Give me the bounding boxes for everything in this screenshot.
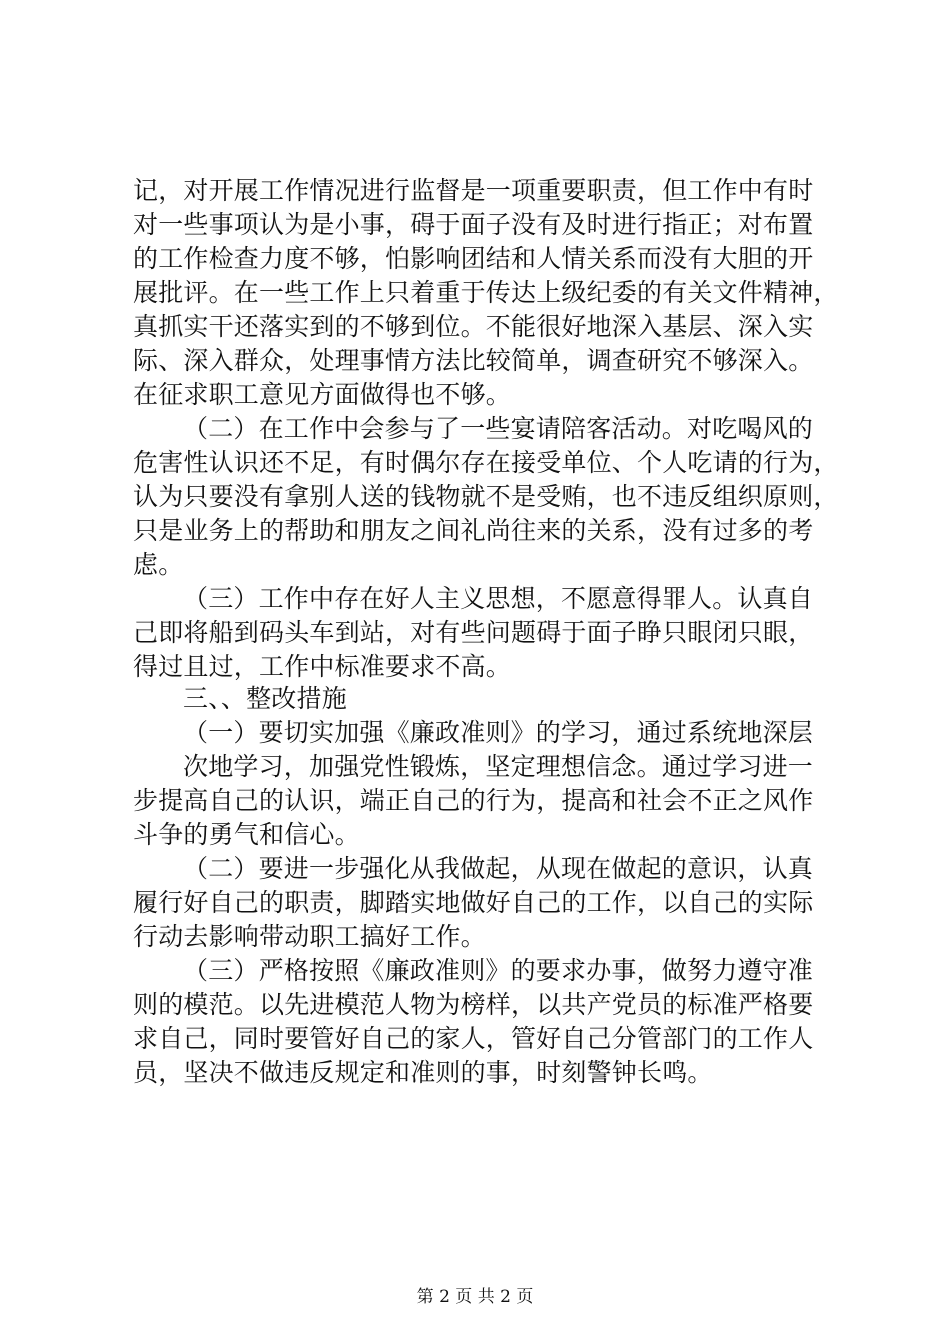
paragraph-start: （二）在工作中会参与了一些宴请陪客活动。对吃喝风的 <box>183 414 814 443</box>
text-line: 对一些事项认为是小事，碍于面子没有及时进行指正；对布置 <box>133 210 814 239</box>
text-line: 的工作检查力度不够，怕影响团结和人情关系而没有大胆的开 <box>133 244 814 273</box>
text-line: 得过且过，工作中标准要求不高。 <box>133 652 512 681</box>
text-line: 只是业务上的帮助和朋友之间礼尚往来的关系，没有过多的考 <box>133 516 814 545</box>
text-line: 员，坚决不做违反规定和准则的事，时刻警钟长鸣。 <box>133 1058 713 1087</box>
text-line: 际、深入群众，处理事情方法比较简单，调查研究不够深入。 <box>133 346 814 375</box>
text-line: 次地学习，加强党性锻炼，坚定理想信念。通过学习进一 <box>183 752 814 781</box>
text-line: 行动去影响带动职工搞好工作。 <box>133 922 486 951</box>
text-line: 记，对开展工作情况进行监督是一项重要职责，但工作中有时 <box>133 176 814 205</box>
text-line: 展批评。在一些工作上只着重于传达上级纪委的有关文件精神， <box>133 278 839 307</box>
text-line: 危害性认识还不足，有时偶尔存在接受单位、个人吃请的行为， <box>133 448 839 477</box>
text-line: 斗争的勇气和信心。 <box>133 820 360 849</box>
text-line: 履行好自己的职责，脚踏实地做好自己的工作，以自己的实际 <box>133 888 814 917</box>
text-line: 求自己，同时要管好自己的家人，管好自己分管部门的工作人 <box>133 1024 814 1053</box>
text-line: 真抓实干还落实到的不够到位。不能很好地深入基层、深入实 <box>133 312 814 341</box>
paragraph-start: （一）要切实加强《廉政准则》的学习，通过系统地深层 <box>183 718 814 747</box>
text-line: 认为只要没有拿别人送的钱物就不是受贿，也不违反组织原则， <box>133 482 839 511</box>
paragraph-start: （二）要进一步强化从我做起，从现在做起的意识，认真 <box>183 854 814 883</box>
text-line: 在征求职工意见方面做得也不够。 <box>133 380 512 409</box>
section-heading: 三、、整改措施 <box>183 684 347 713</box>
paragraph-start: （三）工作中存在好人主义思想，不愿意得罪人。认真自 <box>183 584 814 613</box>
text-line: 则的模范。以先进模范人物为榜样，以共产党员的标准严格要 <box>133 990 814 1019</box>
text-line: 虑。 <box>133 550 184 579</box>
text-line: 己即将船到码头车到站，对有些问题碍于面子睁只眼闭只眼， <box>133 618 814 647</box>
page-number-footer: 第 2 页 共 2 页 <box>416 1287 534 1307</box>
paragraph-start: （三）严格按照《廉政准则》的要求办事，做努力遵守准 <box>183 956 814 985</box>
text-line: 步提高自己的认识，端正自己的行为，提高和社会不正之风作 <box>133 786 814 815</box>
